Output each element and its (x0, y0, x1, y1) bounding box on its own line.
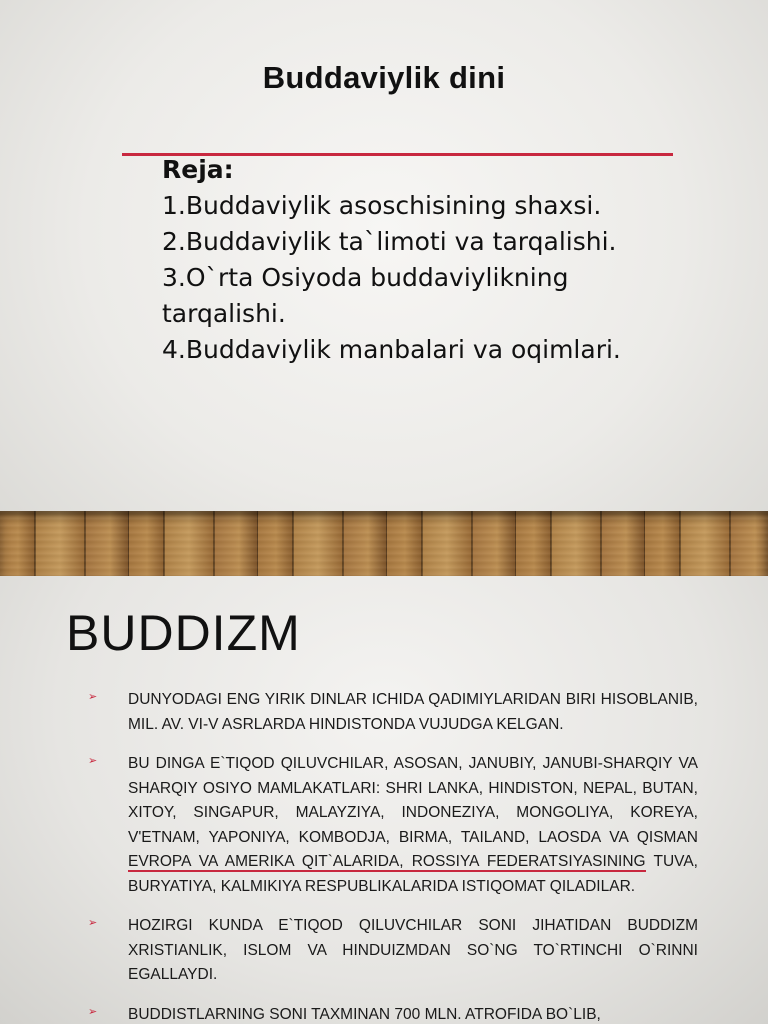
underlined-phrase: EVROPA VA AMERIKA QIT`ALARIDA, ROSSIYA FEDERATSIYASINING (128, 853, 646, 870)
bullet-item (88, 1003, 698, 1024)
plan-list (162, 152, 682, 368)
wood-floor-decoration (0, 511, 768, 576)
plan-item: 4.Buddaviylik manbalari va oqimlari. (162, 335, 621, 364)
arrow-bullet-icon: ➢ (88, 691, 98, 703)
wood-grain-texture (0, 511, 768, 576)
slide-2-title: BUDDIZM (66, 605, 301, 661)
arrow-bullet-icon: ➢ (88, 755, 98, 767)
arrow-bullet-icon: ➢ (88, 1005, 98, 1018)
bullet-item (88, 914, 698, 988)
plan-item: 3.O`rta Osiyoda buddaviylikning tarqalishi. (162, 263, 569, 328)
slide-2 (0, 576, 768, 1024)
bullet-text: HOZIRGI KUNDA E`TIQOD QILUVCHILAR SONI JIHATIDAN BUDDIZM XRISTIANLIK, ISLOM VA HINDUIZMDAN SO`NG TO`RTINCHI O`RINNI EGALLAYDI. (128, 917, 698, 983)
bullet-item (88, 752, 698, 899)
bullet-list (88, 688, 698, 1024)
bullet-text-part: BU DINGA E`TIQOD QILUVCHILAR, ASOSAN, JANUBIY, JANUBI-SHARQIY VA SHARQIY OSIYO MAMLAKATLARI: SHRI LANKA, HINDISTON, NEPAL, BUTAN, XITOY, SINGAPUR, MALAYZIYA, INDONEZIYA, MONGOLIYA, KOREYA, V'ETNAM, YAPONIYA, KOMBODJA, BIRMA, TAILAND, LAOSDA VA QISMAN (128, 755, 698, 846)
bullet-text: BUDDISTLARNING SONI TAXMINAN 700 MLN. ATROFIDA BO`LIB, (128, 1005, 601, 1023)
slide-1-title: Buddaviylik dini (262, 60, 506, 95)
bullet-item (88, 688, 698, 737)
arrow-bullet-icon: ➢ (88, 917, 98, 929)
bullet-text-part: TUVA, BURYATIYA, KALMIKIYA RESPUBLIKALARIDA ISTIQOMAT QILADILAR. (128, 853, 698, 895)
plan-heading: Reja: (162, 155, 234, 184)
bullet-text (128, 752, 698, 899)
plan-item: 1.Buddaviylik asoschisining shaxsi. (162, 191, 602, 220)
bullet-text: DUNYODAGI ENG YIRIK DINLAR ICHIDA QADIMIYLARIDAN BIRI HISOBLANIB, MIL. AV. VI-V ASRLARDA HINDISTONDA VUJUDGA KELGAN. (128, 691, 698, 733)
plan-item: 2.Buddaviylik ta`limoti va tarqalishi. (162, 227, 617, 256)
